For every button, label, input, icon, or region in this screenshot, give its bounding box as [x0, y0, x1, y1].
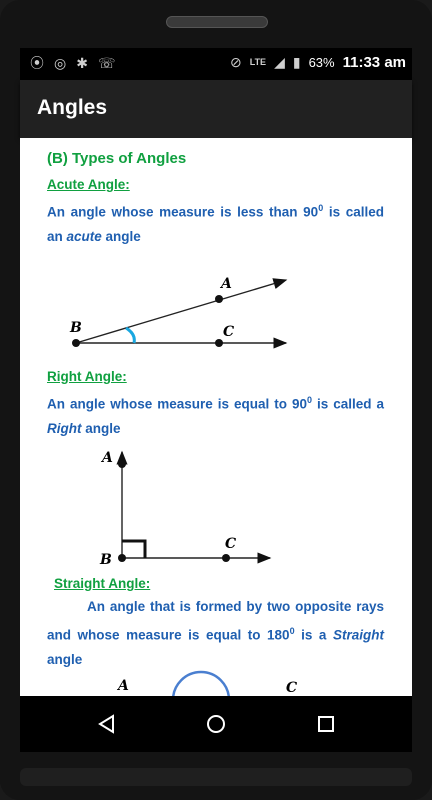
right-definition: An angle whose measure is equal to $90^0$ is called a Right angle	[47, 395, 384, 436]
label-a: A	[102, 450, 113, 466]
android-icon: ✱	[76, 55, 88, 71]
straight-definition: An angle that is formed by two opposite rays and whose measure is equal to $180^0$ is a Straight angle	[47, 599, 384, 667]
signal-icon: ◢	[274, 54, 285, 70]
acute-heading: Acute Angle:	[47, 177, 130, 192]
right-angle-diagram	[20, 438, 412, 578]
status-bar	[20, 48, 412, 80]
do-not-disturb-icon: ⊘	[230, 54, 242, 70]
straight-heading: Straight Angle:	[54, 576, 151, 591]
label-a: A	[118, 678, 129, 694]
label-c: C	[223, 324, 235, 340]
right-heading: Right Angle:	[47, 369, 127, 384]
app-bar	[20, 80, 412, 138]
navigation-bar	[20, 696, 412, 752]
right-angle-marker	[122, 541, 145, 558]
lte-label: LTE	[249, 57, 267, 67]
record-icon: ⦿	[30, 55, 44, 71]
hotspot-icon: ◎	[54, 55, 67, 71]
label-c: C	[286, 680, 298, 696]
point-a	[118, 460, 126, 468]
angle-circle	[173, 672, 229, 696]
angle-arc	[126, 328, 134, 343]
battery-icon: ▮	[292, 54, 301, 70]
home-icon[interactable]	[202, 710, 230, 738]
phone-bottom-strip	[20, 768, 412, 786]
label-a: A	[221, 276, 232, 292]
voip-icon: ☏	[97, 55, 116, 71]
point-b	[118, 554, 126, 562]
section-title: (B) Types of Angles	[47, 150, 187, 167]
speaker-grille	[166, 16, 268, 28]
recents-icon[interactable]	[312, 710, 340, 738]
acute-angle-diagram	[20, 258, 412, 358]
acute-definition: An angle whose measure is less than $90^0$ is called an acute angle	[47, 203, 384, 244]
app-title: Angles	[37, 96, 108, 119]
label-b: B	[70, 320, 82, 336]
point-c	[222, 554, 230, 562]
clock: 11:33 am	[342, 53, 406, 71]
battery-percent: 63%	[308, 54, 335, 70]
label-b: B	[100, 552, 112, 568]
point-a	[215, 295, 223, 303]
ray-ba	[76, 280, 286, 343]
back-icon[interactable]	[93, 710, 121, 738]
point-c	[215, 339, 223, 347]
label-c: C	[225, 536, 237, 552]
content-scroll[interactable]	[20, 138, 412, 696]
point-b	[72, 339, 80, 347]
straight-angle-diagram	[20, 670, 412, 696]
